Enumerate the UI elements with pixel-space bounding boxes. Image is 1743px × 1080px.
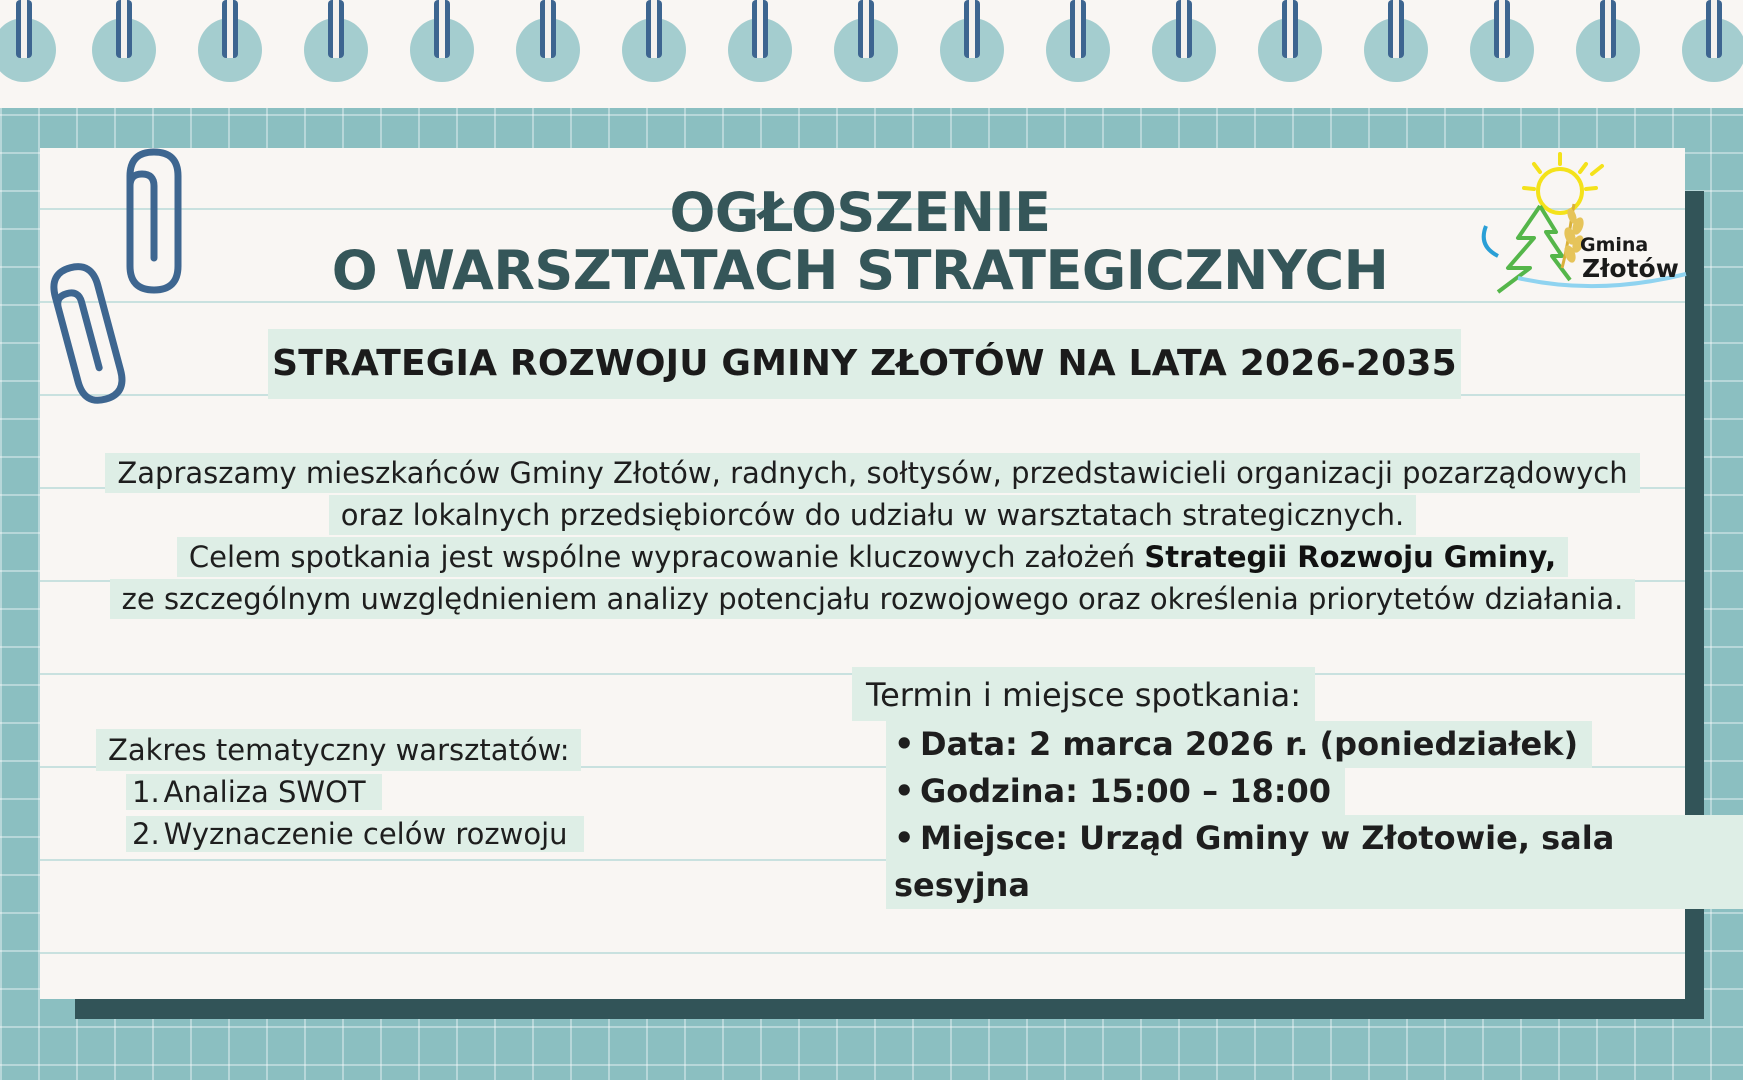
meeting-date-text: Data: 2 marca 2026 r. (poniedziałek) xyxy=(920,725,1579,763)
meeting-time xyxy=(886,768,1345,815)
scope-item-number: 2. xyxy=(132,817,160,851)
meeting-place xyxy=(886,815,1743,909)
list-item xyxy=(886,721,1743,768)
bullet-icon: • xyxy=(894,819,915,857)
logo-text-zlotow: Złotów xyxy=(1582,254,1679,283)
intro-line-4: ze szczególnym uwzględnieniem analizy potencjału rozwojowego oraz określenia priorytetów działania. xyxy=(110,579,1636,619)
title-line-1: OGŁOSZENIE xyxy=(669,181,1051,244)
meeting-date xyxy=(886,721,1592,768)
list-item xyxy=(126,813,584,855)
spiral-ring-icon xyxy=(1258,18,1322,82)
intro-line-1: Zapraszamy mieszkańców Gminy Złotów, radnych, sołtysów, przedstawicieli organizacji pozarządowych xyxy=(105,453,1639,493)
intro-line-2: oraz lokalnych przedsiębiorców do udziału w warsztatach strategicznych. xyxy=(329,495,1416,535)
scope-item-label: Analiza SWOT xyxy=(163,775,366,809)
meeting-time-text: Godzina: 15:00 – 18:00 xyxy=(920,772,1332,810)
spiral-ring-icon xyxy=(834,18,898,82)
spiral-ring-icon xyxy=(304,18,368,82)
scope-item-number: 1. xyxy=(132,775,160,809)
spiral-ring-icon xyxy=(1470,18,1534,82)
meeting-info xyxy=(852,667,1743,909)
scope-heading: Zakres tematyczny warsztatów: xyxy=(96,729,581,771)
intro-line xyxy=(60,494,1685,536)
bullet-icon: • xyxy=(894,725,915,763)
intro-paragraph xyxy=(60,452,1685,620)
spiral-ring-icon xyxy=(92,18,156,82)
spiral-binding xyxy=(0,0,1743,108)
meeting-list xyxy=(852,721,1743,909)
spiral-ring-icon xyxy=(1576,18,1640,82)
list-item xyxy=(126,771,584,813)
spiral-ring-icon xyxy=(0,18,56,82)
page-title xyxy=(120,181,1600,302)
spiral-ring-icon xyxy=(1682,18,1743,82)
meeting-heading: Termin i miejsce spotkania: xyxy=(852,667,1315,721)
strategy-emphasis: Strategii Rozwoju Gminy, xyxy=(1144,540,1557,574)
title-line-2: O WARSZTATACH STRATEGICZNYCH xyxy=(331,239,1389,302)
list-item xyxy=(886,815,1743,909)
spiral-ring-icon xyxy=(728,18,792,82)
scope-item-label: Wyznaczenie celów rozwoju xyxy=(163,817,568,851)
logo-text-gmina: Gmina xyxy=(1580,234,1649,256)
spiral-ring-icon xyxy=(410,18,474,82)
spiral-ring-icon xyxy=(1152,18,1216,82)
intro-line xyxy=(60,578,1685,620)
spiral-ring-icon xyxy=(516,18,580,82)
scope-item-1 xyxy=(126,774,382,810)
spiral-ring-icon xyxy=(622,18,686,82)
subtitle-banner: STRATEGIA ROZWOJU GMINY ZŁOTÓW NA LATA 2026-2035 xyxy=(268,329,1461,399)
bullet-icon: • xyxy=(894,772,915,810)
meeting-place-text: Miejsce: Urząd Gminy w Złotowie, sala sesyjna xyxy=(894,819,1615,904)
scope-item-2 xyxy=(126,816,584,852)
spiral-ring-icon xyxy=(1364,18,1428,82)
spiral-ring-icon xyxy=(1046,18,1110,82)
intro-line xyxy=(60,536,1685,578)
list-item xyxy=(886,768,1743,815)
intro-line xyxy=(60,452,1685,494)
intro-line-3-text: Celem spotkania jest wspólne wypracowanie kluczowych założeń xyxy=(188,540,1145,574)
workshop-scope xyxy=(96,729,584,855)
spiral-ring-icon xyxy=(198,18,262,82)
spiral-ring-icon xyxy=(940,18,1004,82)
scope-list xyxy=(96,771,584,855)
intro-line-3 xyxy=(177,537,1568,577)
